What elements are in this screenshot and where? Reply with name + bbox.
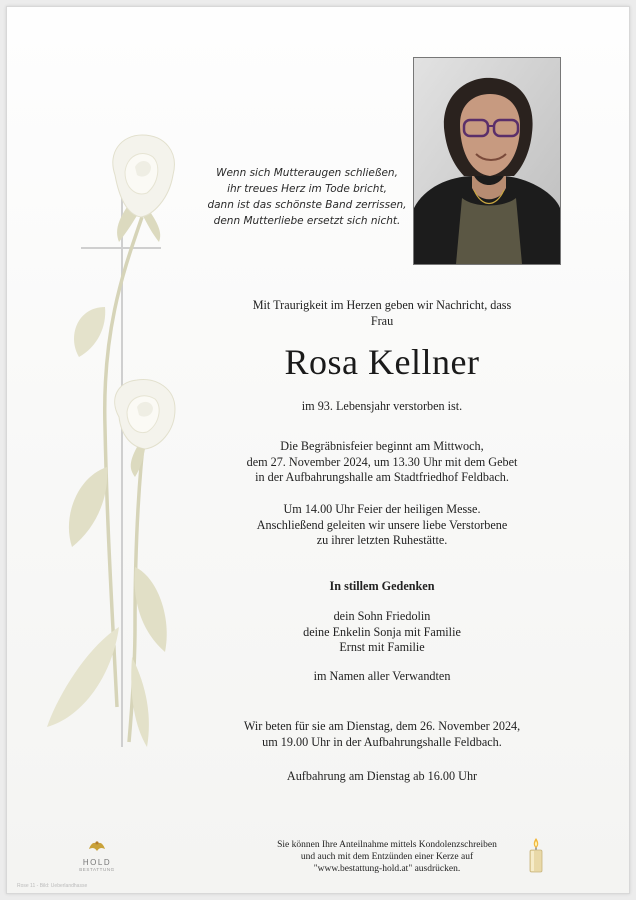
prayer-line: um 19.00 Uhr in der Aufbahrungshalle Feldbach.	[262, 734, 502, 749]
intro-line: Mit Traurigkeit im Herzen geben wir Nachricht, dass	[252, 298, 512, 312]
mass-line: Anschließend geleiten wir unsere liebe Verstorbene	[256, 517, 508, 532]
image-credit: Rose 11 - Bild: Ueberlandhasse	[17, 883, 88, 889]
poem-line: Wenn sich Mutteraugen schließen,	[216, 167, 398, 179]
prayer-info	[197, 719, 567, 750]
family-member: deine Enkelin Sonja mit Familie	[303, 624, 461, 639]
footer-line: und auch mit dem Entzünden einer Kerze auf	[300, 852, 474, 862]
funeral-line: in der Aufbahrungshalle am Stadtfriedhof Feldbach.	[255, 470, 509, 484]
footer-line: "www.bestattung-hold.at" ausdrücken.	[313, 864, 461, 874]
candle-icon	[527, 837, 545, 873]
prayer-line: Wir beten für sie am Dienstag, dem 26. November 2024,	[243, 719, 521, 733]
logo-subtitle: BESTATTUNG	[79, 867, 115, 872]
mass-line: Um 14.00 Uhr Feier der heiligen Messe.	[283, 502, 481, 516]
deceased-name: Rosa Kellner	[284, 342, 480, 382]
condolence-footer	[207, 839, 567, 875]
hold-logo-icon	[87, 839, 107, 853]
age-text: im 93. Lebensjahr verstorben ist.	[301, 399, 463, 413]
obituary-page	[6, 6, 630, 894]
memory-heading: In stillem Gedenken	[329, 579, 435, 593]
logo-name: HOLD	[82, 858, 112, 867]
mass-line: zu ihrer letzten Ruhestätte.	[316, 533, 448, 547]
family-member: Ernst mit Familie	[339, 640, 425, 654]
intro-line: Frau	[370, 313, 394, 328]
intro-text	[197, 298, 567, 329]
poem-line: dann ist das schönste Band zerrissen,	[207, 199, 407, 211]
portrait-photo	[413, 57, 561, 265]
funeral-line: Die Begräbnisfeier beginnt am Mittwoch,	[280, 439, 484, 453]
poem-line: denn Mutterliebe ersetzt sich nicht.	[213, 215, 401, 227]
viewing-info: Aufbahrung am Dienstag ab 16.00 Uhr	[286, 769, 478, 783]
portrait-image	[414, 58, 560, 264]
footer-line: Sie können Ihre Anteilnahme mittels Kondolenzschreiben	[277, 840, 497, 850]
funeral-line: dem 27. November 2024, um 13.30 Uhr mit dem Gebet	[246, 454, 518, 469]
hold-logo	[75, 839, 119, 873]
poem-line: ihr treues Herz im Tode bricht,	[227, 183, 387, 195]
funeral-info	[197, 439, 567, 486]
poem	[197, 165, 417, 229]
family-member: dein Sohn Friedolin	[333, 609, 431, 623]
family-list	[197, 609, 567, 656]
mass-info	[197, 502, 567, 549]
relatives-text: im Namen aller Verwandten	[313, 669, 451, 683]
